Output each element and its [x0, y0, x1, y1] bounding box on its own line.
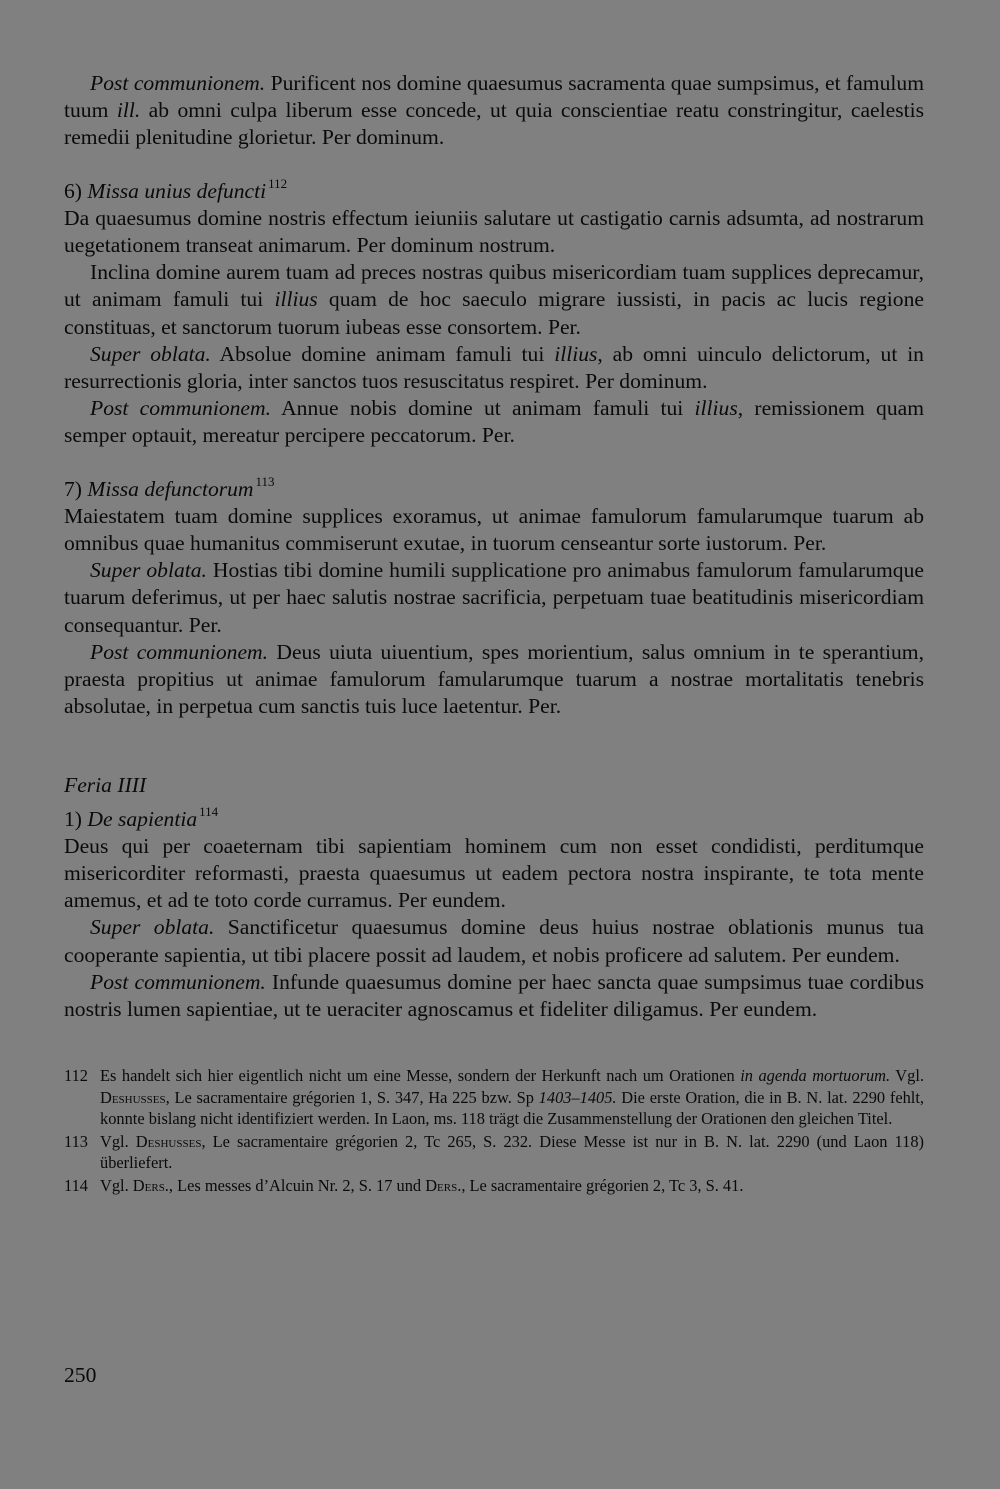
section-heading [64, 806, 924, 833]
prayer-text: Da quaesumus domine nostris effectum ieiuniis salutare ut castigatio carnis adsumta, ad nostrarum uegetationem transeat animarum. Per dominum nostrum. [64, 205, 924, 258]
footnote-ref: 114 [199, 804, 219, 820]
section-heading [64, 476, 924, 503]
rubric: Super oblata. [90, 915, 215, 940]
author-name: Deshusses [100, 1087, 166, 1107]
rubric: Post communionem. [90, 396, 271, 421]
prayer-text: Inclina domine aurem tuam ad preces nostras quibus misericordiam tuam supplices deprecamur, ut animam famuli tui [64, 260, 924, 312]
rubric: Super oblata. [90, 558, 207, 583]
footnote-segment: , Le sacramentaire grégorien 2, Tc 3, S. 41. [461, 1175, 744, 1195]
footnote-segment: , Les messes d’Alcuin Nr. 2, S. 17 und [168, 1175, 426, 1195]
footnote-segment: 1403–1405. [538, 1087, 617, 1107]
section-number: 7) [64, 476, 88, 501]
footnote-text [100, 1175, 924, 1197]
post-communion-paragraph [64, 70, 924, 152]
prayer-paragraph [64, 259, 924, 341]
prayer-text: Sanctificetur quaesumus domine deus huius nostrae oblationis munus tua cooperante sapientia, ut tibi placere possit ad laudem, et nobis proficere ad salutem. Per eundem. [64, 915, 924, 967]
rubric: Post communionem. [90, 71, 266, 95]
prayer-text: Absolue domine animam famuli tui [210, 341, 555, 366]
rubric: Post communionem. [90, 969, 266, 994]
author-name: Ders. [132, 1175, 169, 1195]
rubric: Super oblata. [90, 341, 211, 366]
footnote-114 [64, 1175, 924, 1197]
section-number: 6) [64, 178, 88, 203]
prayer-text: Deus uiuta uiuentium, spes morientium, salus omnium in te sperantium, praesta propitius ut animae famulorum famularumque tuarum a nostrae mortalitatis tenebris absolutae, in perpetua cum sanctis tuis luce laetentur. Per. [64, 639, 924, 719]
section-title: Missa unius defuncti [87, 178, 267, 203]
author-name: Ders. [425, 1175, 462, 1195]
footnote-ref: 112 [268, 176, 288, 192]
name-placeholder: illius [694, 396, 738, 421]
post-communion-paragraph [64, 639, 924, 721]
footnote-113 [64, 1131, 924, 1174]
footnote-segment: , Le sacramentaire grégorien 1, S. 347, Ha 225 bzw. Sp [165, 1087, 539, 1107]
footnote-112 [64, 1065, 924, 1130]
super-oblata-paragraph [64, 341, 924, 395]
prayer-text: Infunde quaesumus domine per haec sancta quae sumpsimus tuae cordibus nostris lumen sapientiae, ut te ueraciter agnoscamus et fideliter diligamus. Per eundem. [64, 969, 925, 1022]
prayer-paragraph [64, 503, 924, 557]
section-title: Missa defunctorum [87, 476, 254, 501]
footnote-number: 113 [64, 1131, 88, 1151]
prayer-text: Purificent nos domine quaesumus sacramenta quae sumpsimus, et famulum tuum [64, 71, 924, 123]
page-number: 250 [64, 1363, 97, 1387]
footnote-text [100, 1065, 924, 1130]
prayer-text: ab omni culpa liberum esse concede, ut quia conscientiae reatu constringitur, caelestis remedii plenitudine glorietur. Per dominum. [64, 98, 925, 150]
prayer-text: , remissionem quam semper optauit, mereatur percipere peccatorum. Per. [64, 396, 924, 448]
post-communion-paragraph [64, 395, 924, 449]
footnote-segment: Vgl. [100, 1175, 133, 1195]
footnote-segment: Die erste Oration, die in B. N. lat. 2290 fehlt, konnte bislang nicht identifiziert werden. In Laon, ms. 118 trägt die Zusammenstellung der Orationen den gleichen Titel. [100, 1087, 924, 1129]
section-title: De sapientia [87, 806, 198, 831]
footnote-number: 112 [64, 1066, 88, 1086]
main-text [64, 70, 924, 1023]
super-oblata-paragraph [64, 557, 924, 639]
footnote-segment: Vgl. [890, 1066, 924, 1086]
name-placeholder: illius [554, 341, 598, 366]
prayer-paragraph [64, 833, 924, 915]
post-communion-paragraph [64, 969, 924, 1023]
prayer-text: Maiestatem tuam domine supplices exoramus, ut animae famulorum famularumque tuarum ab omnibus quae humanitus commiserunt exutae, in tuorum censeantur sorte iustorum. Per. [64, 503, 924, 556]
footnote-segment: , Le sacramentaire grégorien 2, Tc 265, S. 232. Diese Messe ist nur in B. N. lat. 2290 (und Laon 118) überliefert. [100, 1131, 924, 1173]
prayer-text: Annue nobis domine ut animam famuli tui [271, 396, 695, 421]
author-name: Deshusses [135, 1131, 202, 1151]
footnote-ref: 113 [255, 474, 275, 490]
prayer-text: quam de hoc saeculo migrare iussisti, in pacis ac lucis regione constituas, et sanctorum tuorum iubeas esse consortem. Per. [64, 287, 924, 339]
footnotes [64, 1065, 924, 1196]
footnote-number: 114 [64, 1175, 88, 1195]
name-placeholder: ill. [116, 98, 141, 123]
section-number: 1) [64, 806, 88, 831]
prayer-text: Deus qui per coaeternam tibi sapientiam hominem cum non esset condidisti, perditumque misericorditer reformasti, praesta quaesumus ut eadem pectora nostra inspirante, te tota mente amemus, et ad te toto corde curramus. Per eundem. [64, 833, 924, 913]
prayer-text: , ab omni uinculo delictorum, ut in resurrectionis gloria, inter sanctos tuos resuscitatus respiret. Per dominum. [64, 341, 924, 394]
feria-heading: Feria IIII [64, 773, 147, 798]
prayer-text: Hostias tibi domine humili supplicatione pro animabus famulorum famularumque tuarum deferimus, ut per haec salutis nostrae sacrificia, perpetuam tuae beatitudinis misericordiam consequantur. Per. [64, 558, 924, 637]
footnote-text [100, 1131, 924, 1174]
super-oblata-paragraph [64, 914, 924, 968]
name-placeholder: illius [274, 287, 318, 312]
footnote-segment: Es handelt sich hier eigentlich nicht um eine Messe, sondern der Herkunft nach um Orationen [100, 1066, 741, 1086]
footnote-segment: Vgl. [100, 1131, 136, 1151]
section-heading [64, 178, 924, 205]
rubric: Post communionem. [90, 639, 269, 664]
prayer-paragraph [64, 205, 924, 259]
footnote-segment: in agenda mortuorum. [740, 1066, 891, 1086]
